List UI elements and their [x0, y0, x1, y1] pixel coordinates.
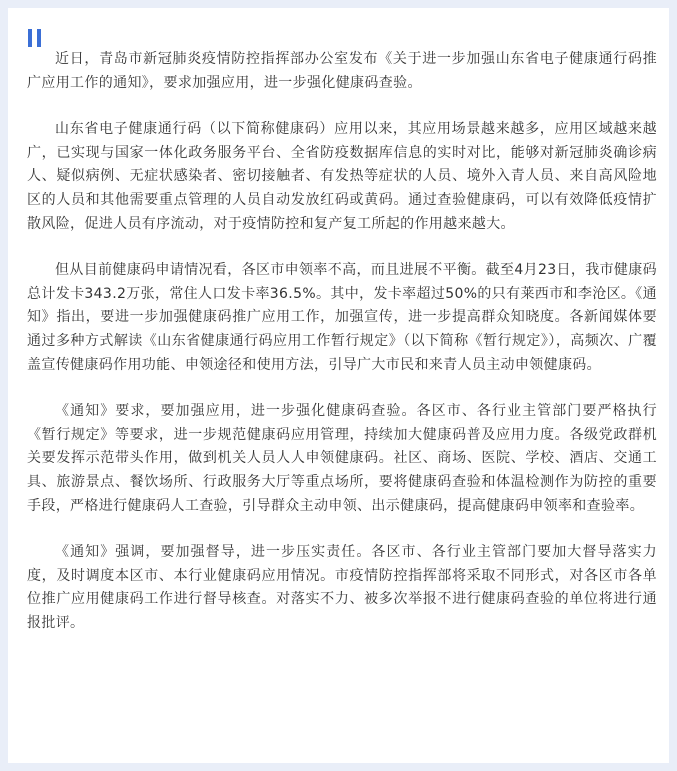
section-marker-icon: [28, 29, 44, 49]
marker-bar: [28, 29, 32, 47]
marker-bar: [37, 29, 41, 47]
article-paragraph-2: 山东省电子健康通行码（以下简称健康码）应用以来，其应用场景越来越多，应用区域越来越广，已实现与国家一体化政务服务平台、全省防疫数据库信息的实时对比，能够对新冠肺炎确诊病人、疑似病例、无症状感染者、密切接触者、有发热等症状的人员、境外入青人员、来自高风险地区的人员和其他需要重点管理的人员自动发放红码或黄码。通过查验健康码，可以有效降低疫情扩散风险，促进人员有序流动，对于疫情防控和复产复工所起的作用越来越大。: [27, 121, 657, 232]
article-body: [27, 48, 657, 658]
article-paragraph-5: 《通知》强调，要加强督导，进一步压实责任。各区市、各行业主管部门要加大督导落实力度，及时调度本区市、本行业健康码应用情况。市疫情防控指挥部将采取不同形式，对各区市各单位推广应用健康码工作进行督导核查。对落实不力、被多次举报不进行健康码查验的单位将进行通报批评。: [27, 544, 657, 631]
article-paragraph-4: 《通知》要求，要加强应用，进一步强化健康码查验。各区市、各行业主管部门要严格执行《暂行规定》等要求，进一步规范健康码应用管理，持续加大健康码普及应用力度。各级党政群机关要发挥示范带头作用，做到机关人员人人申领健康码。社区、商场、医院、学校、酒店、交通工具、旅游景点、餐饮场所、行政服务大厅等重点场所，要将健康码查验和体温检测作为防控的重要手段，严格进行健康码人工查验，引导群众主动申领、出示健康码，提高健康码申领率和查验率。: [27, 403, 657, 514]
article-paragraph-1: 近日，青岛市新冠肺炎疫情防控指挥部办公室发布《关于进一步加强山东省电子健康通行码推广应用工作的通知》，要求加强应用，进一步强化健康码查验。: [27, 51, 657, 91]
article-paragraph-3: 但从目前健康码申请情况看，各区市申领率不高，而且进展不平衡。截至4月23日，我市健康码总计发卡343.2万张，常住人口发卡率36.5%。其中，发卡率超过50%的只有莱西市和李沧区。《通知》指出，要进一步加强健康码推广应用工作，加强宣传，进一步提高群众知晓度。各新闻媒体要通过多种方式解读《山东省健康通行码应用工作暂行规定》（以下简称《暂行规定》），高频次、广覆盖宣传健康码作用功能、申领途径和使用方法，引导广大市民和来青人员主动申领健康码。: [27, 262, 657, 373]
article-card: [8, 8, 669, 763]
